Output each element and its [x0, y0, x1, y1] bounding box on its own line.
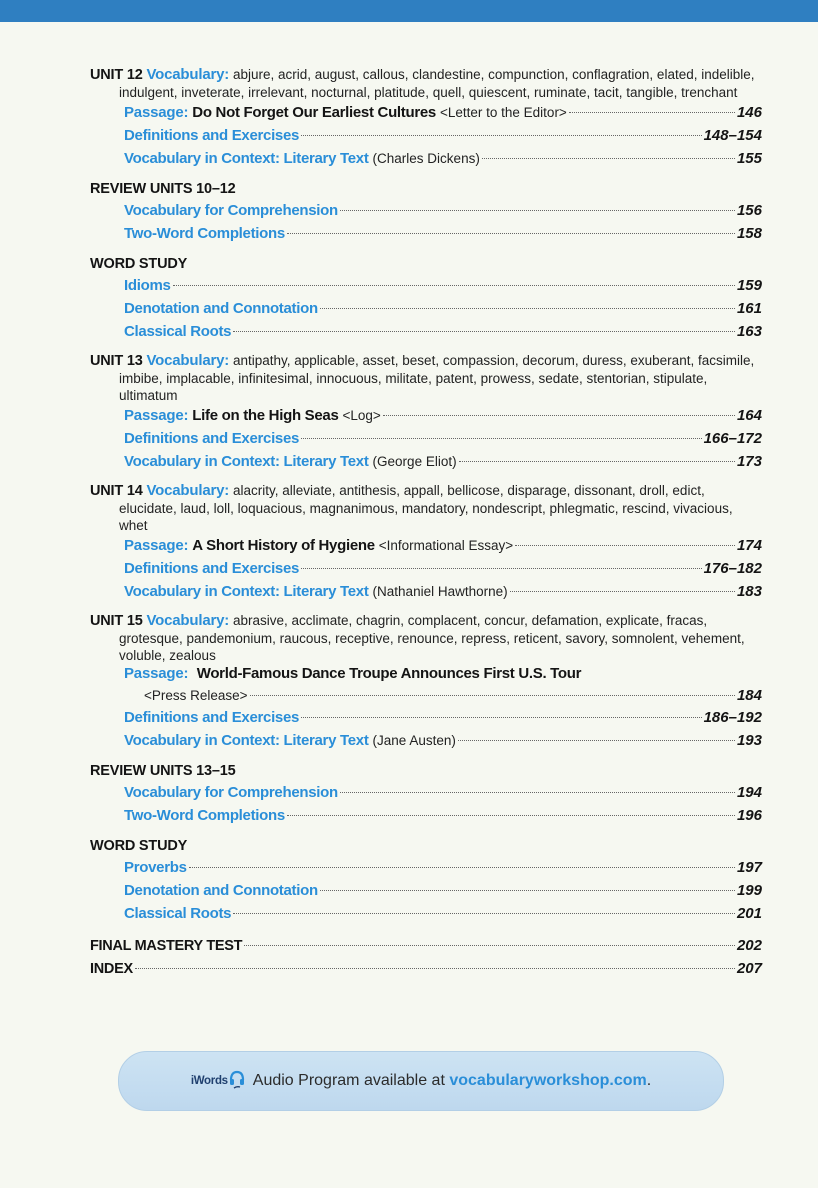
entry-title: Two-Word Completions	[124, 807, 285, 824]
entry-title: Two-Word Completions	[124, 225, 285, 242]
unit-15-header	[90, 612, 762, 664]
entry-title: Vocabulary for Comprehension	[124, 202, 338, 219]
entry-title: Denotation and Connotation	[124, 882, 318, 899]
unit-12-section	[90, 66, 762, 170]
author-name: (Nathaniel Hawthorne)	[372, 584, 508, 599]
toc-entry[interactable]	[124, 804, 762, 827]
page-number: 202	[736, 937, 762, 954]
page-number: 183	[736, 583, 762, 600]
toc-entry-passage[interactable]	[124, 534, 762, 557]
entry-title: Vocabulary in Context: Literary Text	[124, 150, 369, 167]
entry-title: Definitions and Exercises	[124, 560, 300, 577]
dot-leader	[383, 415, 735, 416]
vocabulary-label: Vocabulary:	[146, 482, 230, 499]
section-heading: REVIEW UNITS 13–15	[90, 763, 236, 779]
page-number: 186–192	[703, 709, 762, 726]
page-number: 156	[736, 202, 762, 219]
top-color-bar	[0, 0, 818, 22]
page-number: 173	[736, 453, 762, 470]
toc-entry-definitions[interactable]	[124, 124, 762, 147]
passage-label: Passage:	[124, 665, 189, 682]
toc-entry-definitions[interactable]	[124, 706, 762, 729]
passage-label: Passage:	[124, 537, 189, 554]
toc-entry-definitions[interactable]	[124, 427, 762, 450]
section-heading: WORD STUDY	[90, 256, 188, 272]
review-10-12-section	[90, 179, 762, 245]
vocabulary-word-list: abrasive, acclimate, chagrin, complacent, concur, defamation, explicate, fracas, grotesque, pandemonium, raucous, receptive, renounce, repress, reticent, savory, somnolent, vehement, voluble, zealous	[119, 613, 745, 663]
dot-leader	[301, 438, 702, 439]
page-number: 201	[736, 905, 762, 922]
entry-title: Classical Roots	[124, 323, 232, 340]
page-number: 197	[736, 859, 762, 876]
headphones-note-icon	[229, 1069, 245, 1094]
table-of-contents	[90, 66, 762, 980]
vocabulary-label: Vocabulary:	[146, 612, 230, 629]
entry-title: Proverbs	[124, 859, 187, 876]
toc-entry-context[interactable]	[124, 729, 762, 752]
entry-title: Idioms	[124, 277, 171, 294]
toc-entry[interactable]	[124, 879, 762, 902]
page-number: 196	[736, 807, 762, 824]
unit-13-section	[90, 352, 762, 473]
passage-label: Passage:	[124, 407, 189, 424]
toc-entry-context[interactable]	[124, 147, 762, 170]
passage-title: A Short History of Hygiene	[192, 537, 375, 554]
page-number: 194	[736, 784, 762, 801]
dot-leader	[301, 717, 702, 718]
passage-genre: <Press Release>	[144, 688, 248, 703]
author-name: (George Eliot)	[372, 454, 457, 469]
page-number: 207	[736, 960, 762, 977]
passage-genre: <Letter to the Editor>	[439, 105, 567, 120]
word-study-section	[90, 254, 762, 343]
dot-leader	[244, 945, 735, 946]
iwords-logo: iWords	[190, 1075, 228, 1087]
toc-entry[interactable]	[124, 902, 762, 925]
author-name: (Charles Dickens)	[372, 151, 480, 166]
unit-label: UNIT 14	[90, 483, 143, 499]
dot-leader	[301, 135, 702, 136]
page-number: 184	[736, 687, 762, 704]
dot-leader	[233, 913, 735, 914]
dot-leader	[173, 285, 735, 286]
author-name: (Jane Austen)	[372, 733, 456, 748]
toc-entry-context[interactable]	[124, 450, 762, 473]
toc-entry[interactable]	[124, 297, 762, 320]
dot-leader	[510, 591, 735, 592]
unit-label: UNIT 15	[90, 613, 143, 629]
entry-title: Vocabulary for Comprehension	[124, 784, 338, 801]
page-number: 164	[736, 407, 762, 424]
dot-leader	[287, 815, 735, 816]
entry-title: Vocabulary in Context: Literary Text	[124, 453, 369, 470]
dot-leader	[320, 890, 735, 891]
vocabulary-word-list: alacrity, alleviate, antithesis, appall, bellicose, disparage, dissonant, droll, edict, elucidate, laud, loll, loquacious, magnanimous, mandatory, nondescript, phlegmatic, rescind, vivacious, whet	[119, 483, 733, 533]
audio-program-banner	[118, 1051, 724, 1111]
vocabulary-workshop-link[interactable]: vocabularyworkshop.com	[449, 1072, 647, 1089]
page-number: 199	[736, 882, 762, 899]
entry-title: Denotation and Connotation	[124, 300, 318, 317]
page-number: 174	[736, 537, 762, 554]
entry-title: INDEX	[90, 961, 133, 977]
unit-12-header	[90, 66, 762, 101]
passage-genre: <Informational Essay>	[378, 538, 514, 553]
page-number: 148–154	[703, 127, 762, 144]
dot-leader	[135, 968, 735, 969]
page-number: 155	[736, 150, 762, 167]
dot-leader	[189, 867, 735, 868]
entry-title: Definitions and Exercises	[124, 430, 300, 447]
dot-leader	[340, 792, 735, 793]
entry-title: FINAL MASTERY TEST	[90, 938, 243, 954]
page-number: 158	[736, 225, 762, 242]
page-number: 161	[736, 300, 762, 317]
dot-leader	[233, 331, 735, 332]
toc-entry-index[interactable]	[90, 957, 762, 980]
toc-entry-passage[interactable]	[144, 685, 762, 706]
toc-entry[interactable]	[124, 222, 762, 245]
vocabulary-word-list: abjure, acrid, august, callous, clandestine, compunction, conflagration, elated, indelible, indulgent, inveterate, irrelevant, nocturnal, platitude, quell, quiescent, ruminate, tacit, tangible, trenchant	[119, 67, 755, 100]
dot-leader	[301, 568, 702, 569]
dot-leader	[458, 740, 735, 741]
unit-13-header	[90, 352, 762, 404]
dot-leader	[515, 545, 735, 546]
toc-entry[interactable]	[124, 199, 762, 222]
unit-15-section	[90, 612, 762, 752]
dot-leader	[569, 112, 735, 113]
page-number: 163	[736, 323, 762, 340]
toc-entry[interactable]	[124, 320, 762, 343]
page-number: 159	[736, 277, 762, 294]
toc-entry-passage[interactable]	[124, 101, 762, 124]
section-heading: WORD STUDY	[90, 838, 188, 854]
dot-leader	[287, 233, 735, 234]
dot-leader	[340, 210, 735, 211]
page-number: 146	[736, 104, 762, 121]
page-number: 176–182	[703, 560, 762, 577]
section-heading: REVIEW UNITS 10–12	[90, 181, 236, 197]
vocabulary-label: Vocabulary:	[146, 352, 230, 369]
dot-leader	[320, 308, 735, 309]
toc-entry-passage[interactable]	[124, 404, 762, 427]
toc-entry[interactable]	[124, 274, 762, 297]
entry-title: Vocabulary in Context: Literary Text	[124, 583, 369, 600]
passage-title: World-Famous Dance Troupe Announces First U.S. Tour	[196, 665, 582, 682]
review-13-15-section	[90, 761, 762, 827]
passage-label: Passage:	[124, 104, 189, 121]
banner-text: Audio Program available at	[252, 1072, 445, 1089]
toc-entry[interactable]	[124, 856, 762, 879]
entry-title: Classical Roots	[124, 905, 232, 922]
vocabulary-label: Vocabulary:	[146, 66, 230, 83]
dot-leader	[482, 158, 735, 159]
toc-entry-definitions[interactable]	[124, 557, 762, 580]
banner-period: .	[646, 1072, 652, 1089]
unit-14-header	[90, 482, 762, 534]
passage-title: Life on the High Seas	[192, 407, 339, 424]
unit-14-section	[90, 482, 762, 603]
passage-title: Do Not Forget Our Earliest Cultures	[192, 104, 436, 121]
toc-entry-passage-title[interactable]	[124, 664, 762, 685]
toc-entry-final-test[interactable]	[90, 934, 762, 957]
dot-leader	[250, 695, 735, 696]
passage-genre: <Log>	[342, 408, 381, 423]
vocabulary-word-list: antipathy, applicable, asset, beset, compassion, decorum, duress, exuberant, facsimile, imbibe, implacable, infinitesimal, innocuous, militate, patent, prowess, sedate, stentorian, stipulate, ultimatum	[119, 353, 755, 403]
page-number: 193	[736, 732, 762, 749]
entry-title: Definitions and Exercises	[124, 127, 300, 144]
unit-label: UNIT 13	[90, 353, 143, 369]
entry-title: Definitions and Exercises	[124, 709, 300, 726]
toc-entry[interactable]	[124, 781, 762, 804]
unit-label: UNIT 12	[90, 67, 143, 83]
toc-entry-context[interactable]	[124, 580, 762, 603]
entry-title: Vocabulary in Context: Literary Text	[124, 732, 369, 749]
page-number: 166–172	[703, 430, 762, 447]
dot-leader	[459, 461, 735, 462]
word-study-section	[90, 836, 762, 925]
